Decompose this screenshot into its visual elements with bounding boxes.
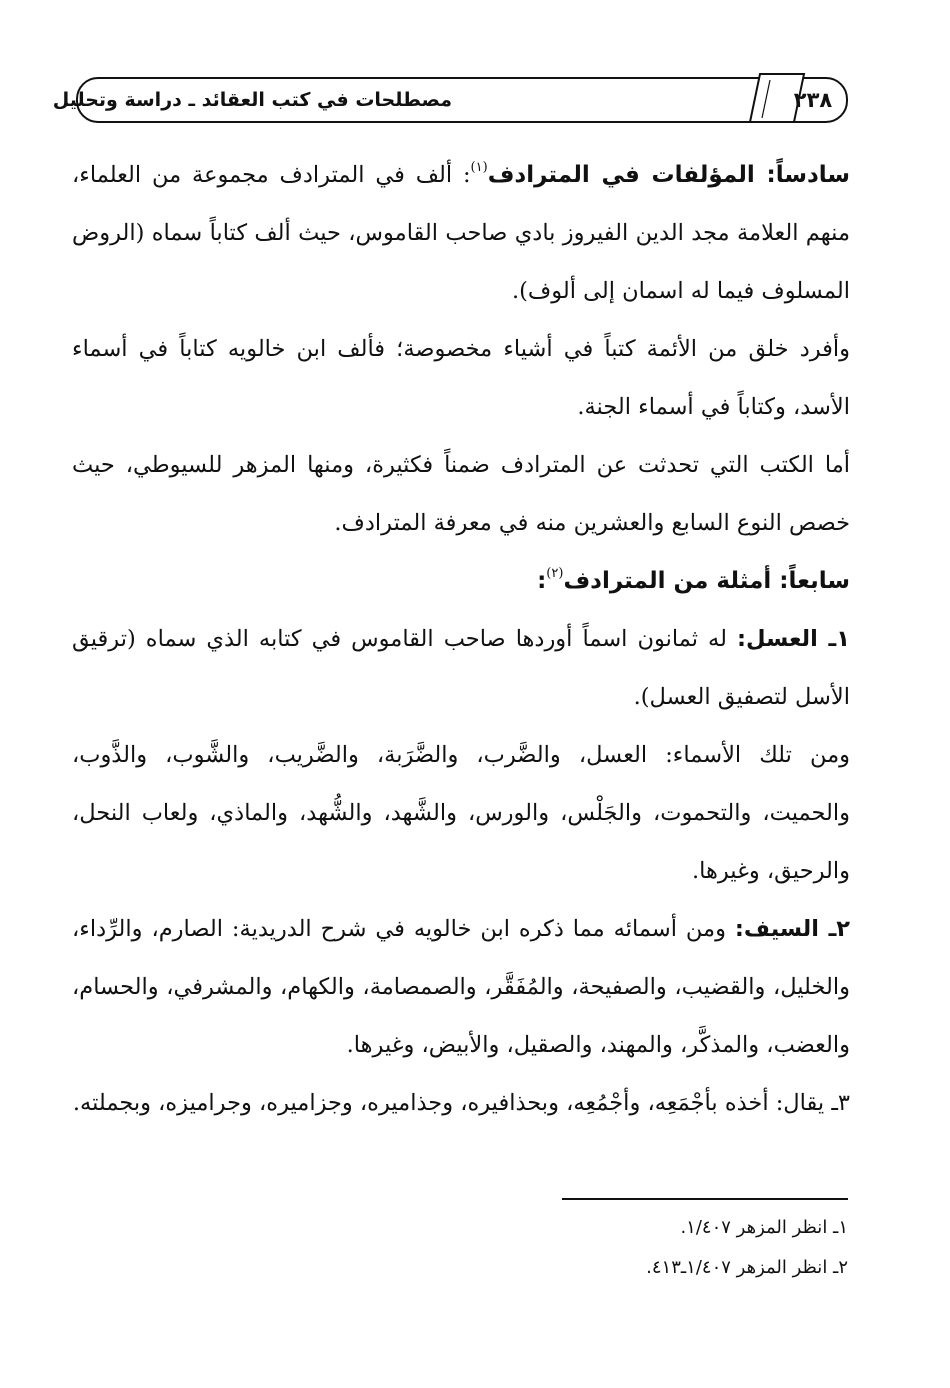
footnote-2: ٢ـ انظر المزهر ١/٤٠٧ـ٤١٣.: [646, 1257, 848, 1278]
footnote-1: ١ـ انظر المزهر ١/٤٠٧.: [680, 1217, 848, 1238]
example-entirety: [72, 1074, 850, 1132]
example-entirety-label: ٣ـ: [831, 1090, 850, 1116]
example-entirety-text: يقال: أخذه بأجْمَعِه، وأجْمُعِه، وبحذافيره، وجذاميره، وجزاميره، وجراميزه، وبجملته.: [72, 1090, 832, 1116]
example-sword: [72, 900, 850, 1074]
example-honey-label: ١ـ العسل:: [737, 626, 850, 652]
running-title: مصطلحات في كتب العقائد ـ دراسة وتحليل: [52, 89, 452, 111]
footnotes: [540, 1208, 848, 1288]
example-sword-text: ومن أسمائه مما ذكره ابن خالويه في شرح الدريدية: الصارم، والرِّداء، والخليل، والقضيب، والصفيحة، والمُفَقَّر، والصمصامة، والكهام، والمشرفي، والحسام، والعضب، والمذكَّر، والمهند، والصقيل، والأبيض، وغيرها.: [72, 916, 850, 1058]
section-six-intro-text: : ألف في المترادف مجموعة من العلماء، منهم العلامة مجد الدين الفيروز بادي صاحب القاموس، حيث ألف كتاباً سماه (الروض المسلوف فيما له اسمان إلى ألوف).: [72, 162, 850, 304]
example-honey: [72, 610, 850, 726]
section-seven-colon: :: [537, 568, 547, 594]
footnote-separator: [562, 1198, 848, 1200]
paragraph-ibn-khalawayh: وأفرد خلق من الأئمة كتباً في أشياء مخصوصة؛ فألف ابن خالويه كتاباً في أسماء الأسد، وكتاباً في أسماء الجنة.: [72, 336, 850, 420]
section-six-intro: [72, 146, 850, 320]
example-honey-text: له ثمانون اسماً أوردها صاحب القاموس في كتابه الذي سماه (ترقيق الأسل لتصفيق العسل).: [72, 626, 850, 710]
example-sword-label: ٢ـ السيف:: [734, 916, 850, 942]
footnote-ref-1: (١): [470, 160, 488, 175]
section-six-heading: سادساً: المؤلفات في المترادف: [487, 162, 851, 188]
section-seven-heading: سابعاً: أمثلة من المترادف: [563, 568, 850, 594]
section-seven-heading-line: [72, 552, 850, 610]
footnote-ref-2: (٢): [546, 566, 564, 581]
paragraph-muzhir: أما الكتب التي تحدثت عن المترادف ضمناً فكثيرة، ومنها المزهر للسيوطي، حيث خصص النوع السابع والعشرين منه في معرفة المترادف.: [72, 452, 850, 536]
page-number: ٢٣٨: [793, 88, 833, 112]
example-honey-names: ومن تلك الأسماء: العسل، والضَّرب، والضَّرَبة، والضَّريب، والشَّوب، والذَّوب، والحميت، والتحموت، والجَلْس، والورس، والشَّهد، والشُّهد، والماذي، ولعاب النحل، والرحيق، وغيرها.: [72, 742, 850, 884]
main-text: [72, 146, 850, 1132]
